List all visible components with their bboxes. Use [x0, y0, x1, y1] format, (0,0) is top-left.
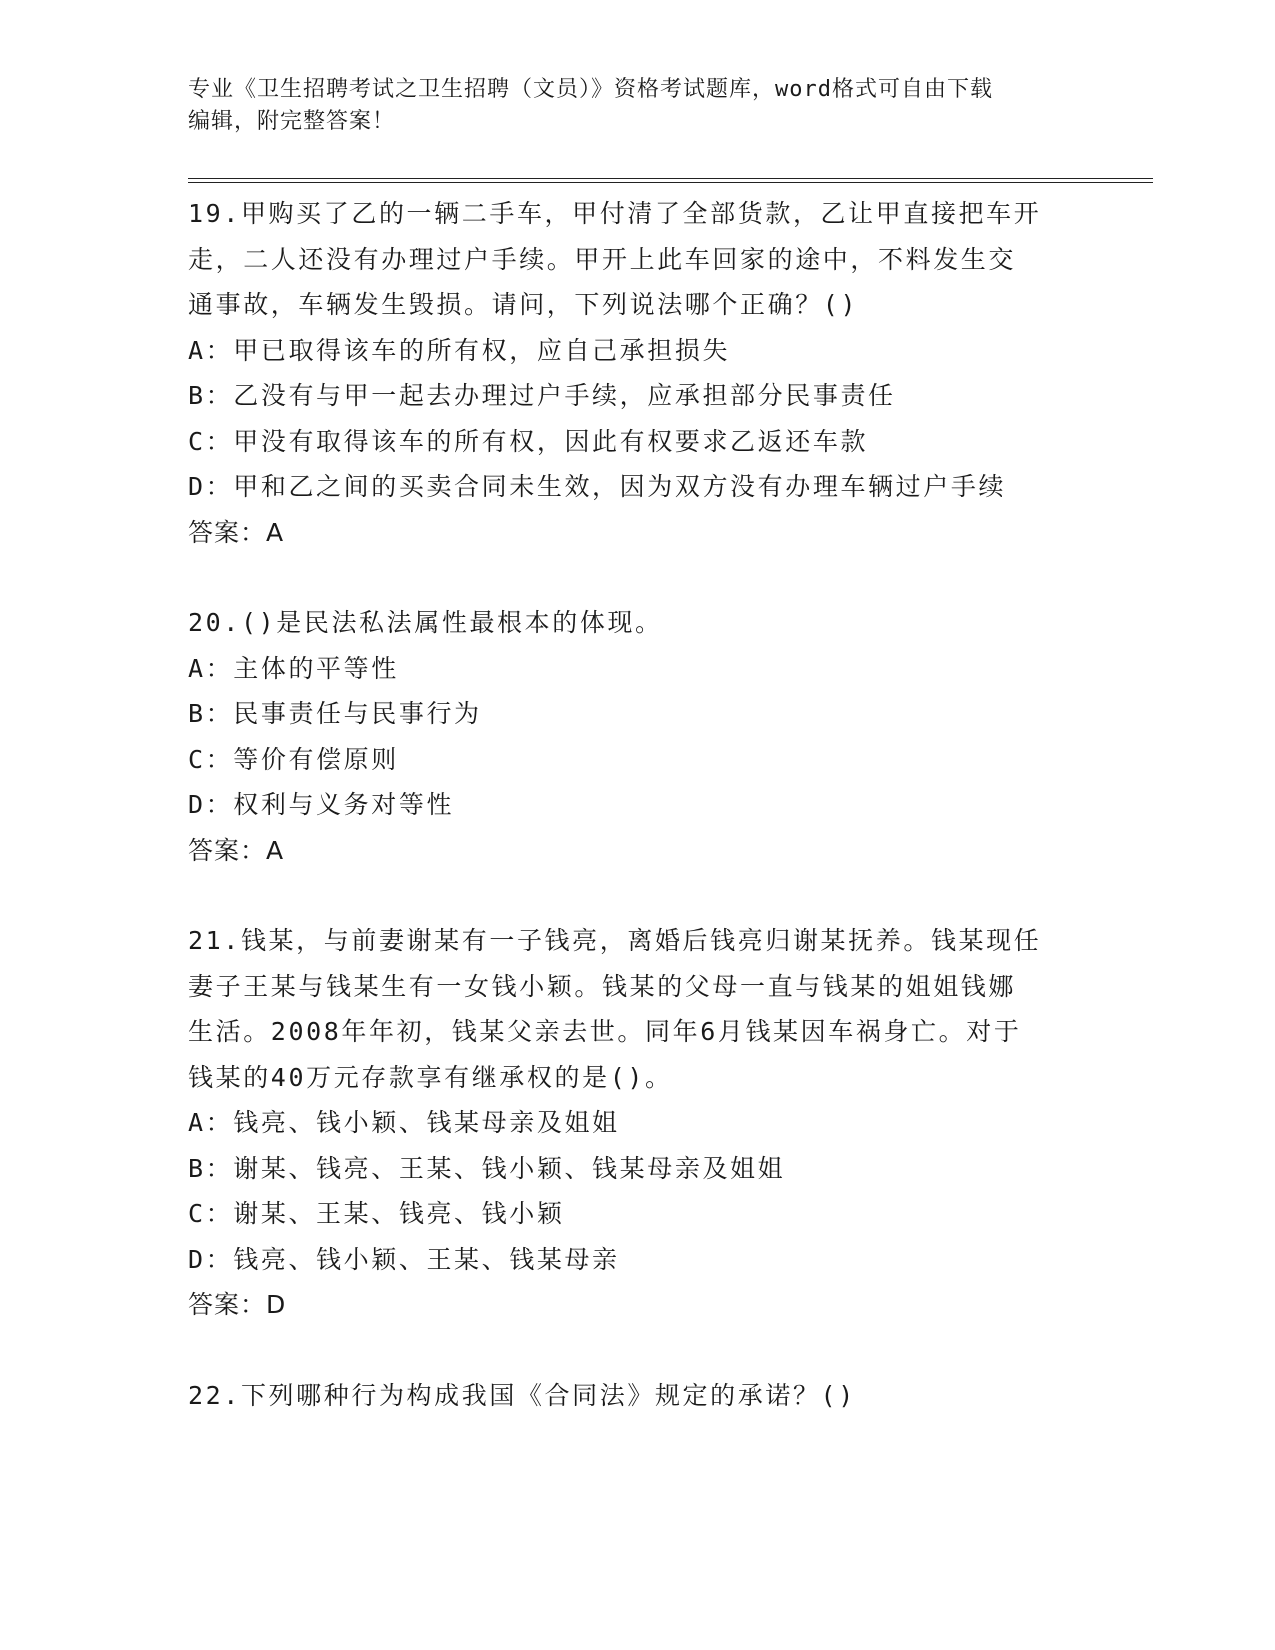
option-c: C：甲没有取得该车的所有权，因此有权要求乙返还车款 [188, 426, 869, 456]
question-22 [188, 1373, 1088, 1419]
option-a: A：甲已取得该车的所有权，应自己承担损失 [188, 335, 731, 365]
option-a: A：钱亮、钱小颖、钱某母亲及姐姐 [188, 1108, 620, 1137]
answer-line [188, 510, 1088, 556]
option-c: C：谢某、王某、钱亮、钱小颖 [188, 1199, 565, 1228]
option-b: B：乙没有与甲一起去办理过户手续，应承担部分民事责任 [188, 381, 896, 410]
answer-value: A [266, 517, 285, 547]
option-b: B：民事责任与民事行为 [188, 699, 482, 728]
header-line-2: 编辑，附完整答案！ [188, 109, 396, 134]
option-c: C：等价有偿原则 [188, 744, 399, 774]
question-text-line: 通事故，车辆发生毁损。请问，下列说法哪个正确？() [188, 290, 859, 319]
question-21 [188, 918, 1088, 1328]
option-d: D：甲和乙之间的买卖合同未生效，因为双方没有办理车辆过户手续 [188, 472, 1007, 501]
answer-value: D [266, 1290, 287, 1319]
option-d: D：权利与义务对等性 [188, 790, 455, 819]
answer-line [188, 828, 1088, 874]
option-d: D：钱亮、钱小颖、王某、钱某母亲 [188, 1244, 620, 1274]
question-text-line: 22.下列哪种行为构成我国《合同法》规定的承诺？() [188, 1380, 856, 1410]
question-text-line: 钱某的40万元存款享有继承权的是()。 [188, 1062, 673, 1092]
question-text-line: 20.()是民法私法属性最根本的体现。 [188, 608, 663, 637]
question-text-line: 妻子王某与钱某生有一女钱小颖。钱某的父母一直与钱某的姐姐钱娜 [188, 971, 1017, 1001]
document-header [188, 74, 1088, 138]
option-a: A：主体的平等性 [188, 653, 399, 683]
answer-value: A [266, 835, 285, 865]
answer-label: 答案： [188, 517, 267, 547]
question-list [188, 191, 1088, 1463]
question-20 [188, 600, 1088, 873]
question-text-line: 走，二人还没有办理过户手续。甲开上此车回家的途中，不料发生交 [188, 244, 1017, 274]
question-text-line: 21.钱某，与前妻谢某有一子钱亮，离婚后钱亮归谢某抚养。钱某现任 [188, 926, 1042, 955]
question-19 [188, 191, 1088, 555]
question-text-line: 19.甲购买了乙的一辆二手车，甲付清了全部货款，乙让甲直接把车开 [188, 199, 1042, 228]
answer-line [188, 1282, 1088, 1328]
header-divider [188, 178, 1153, 183]
answer-label: 答案： [188, 1290, 267, 1319]
header-line-1: 专业《卫生招聘考试之卫生招聘（文员）》资格考试题库，word格式可自由下载 [188, 77, 993, 102]
answer-label: 答案： [188, 835, 267, 865]
option-b: B：谢某、钱亮、王某、钱小颖、钱某母亲及姐姐 [188, 1153, 786, 1183]
question-text-line: 生活。2008年年初，钱某父亲去世。同年6月钱某因车祸身亡。对于 [188, 1017, 1022, 1046]
